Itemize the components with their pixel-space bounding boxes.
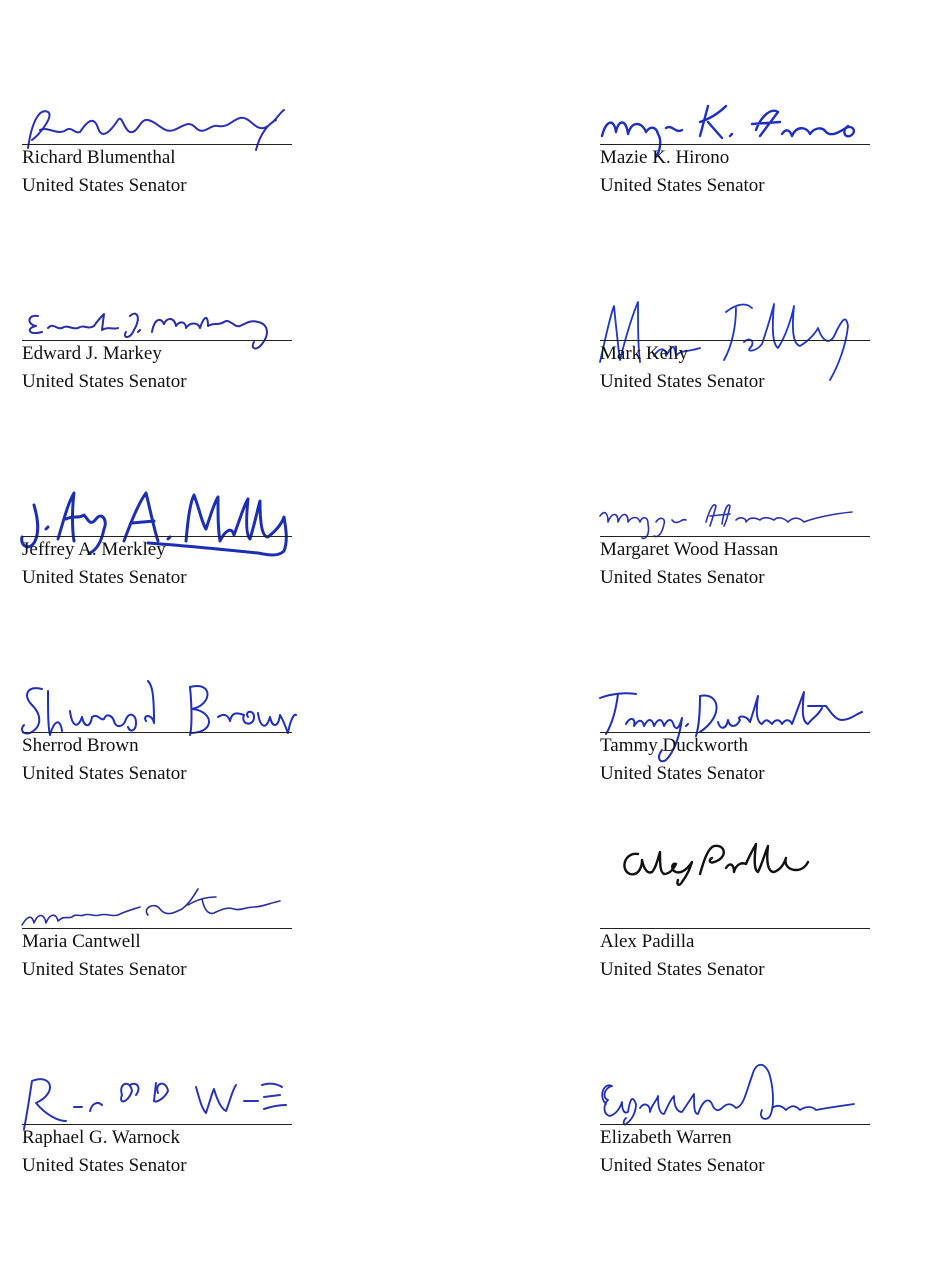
signer-title: United States Senator <box>22 175 187 196</box>
signature-line <box>600 536 870 537</box>
signature-line <box>22 928 292 929</box>
signature-line <box>22 1124 292 1125</box>
signer-name: Tammy Duckworth <box>600 735 749 756</box>
signer-name: Elizabeth Warren <box>600 1127 732 1148</box>
signature-line <box>22 144 292 145</box>
signer-title: United States Senator <box>22 959 187 980</box>
signature-stroke <box>22 889 280 925</box>
signer-name: Richard Blumenthal <box>22 147 176 168</box>
signer-title: United States Senator <box>600 959 765 980</box>
signer-name: Maria Cantwell <box>22 931 141 952</box>
signer-title: United States Senator <box>22 1155 187 1176</box>
signer-title: United States Senator <box>600 1155 765 1176</box>
signature-stroke <box>24 1079 286 1129</box>
signer-name: Jeffrey A. Merkley <box>22 539 166 560</box>
signer-title: United States Senator <box>22 763 187 784</box>
signer-name: Margaret Wood Hassan <box>600 539 779 560</box>
signer-title: United States Senator <box>22 567 187 588</box>
signer-title: United States Senator <box>22 371 187 392</box>
signature-line <box>600 732 870 733</box>
signature-line <box>22 340 292 341</box>
handwritten-signature <box>596 832 876 906</box>
signature-line <box>22 732 292 733</box>
signature-stroke <box>600 505 852 539</box>
signer-title: United States Senator <box>600 371 765 392</box>
signature-stroke <box>22 681 296 735</box>
signer-title: United States Senator <box>600 175 765 196</box>
signature-stroke <box>600 302 848 380</box>
signature-stroke <box>624 844 808 885</box>
signer-title: United States Senator <box>600 763 765 784</box>
signer-title: United States Senator <box>600 567 765 588</box>
signature-line <box>600 144 870 145</box>
signature-line <box>22 536 292 537</box>
signature-stroke <box>602 1065 854 1125</box>
signature-line <box>600 1124 870 1125</box>
signature-line <box>600 928 870 929</box>
signer-name: Sherrod Brown <box>22 735 139 756</box>
signer-name: Raphael G. Warnock <box>22 1127 180 1148</box>
signer-name: Mark Kelly <box>600 343 689 364</box>
signer-name: Mazie K. Hirono <box>600 147 730 168</box>
signer-name: Alex Padilla <box>600 931 695 952</box>
signer-name: Edward J. Markey <box>22 343 162 364</box>
signature-line <box>600 340 870 341</box>
